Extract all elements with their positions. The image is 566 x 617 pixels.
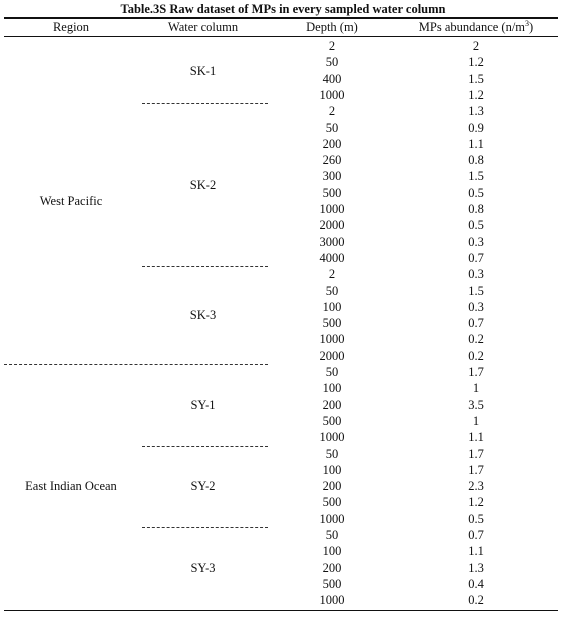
abundance-cell: 1.7 bbox=[468, 365, 484, 379]
water-column-label: SY-2 bbox=[190, 479, 216, 494]
water-column-label: SK-2 bbox=[189, 177, 217, 192]
abundance-cell: 0.4 bbox=[468, 576, 484, 591]
depth-cell: 500 bbox=[322, 413, 342, 428]
abundance-cell: 1.5 bbox=[468, 169, 484, 184]
region-label: West Pacific bbox=[39, 194, 103, 208]
depth-cell: 1000 bbox=[319, 332, 345, 347]
depth-cell: 4000 bbox=[319, 250, 345, 265]
abundance-cell: 0.7 bbox=[468, 316, 484, 331]
water-column-label: SY-1 bbox=[190, 397, 216, 412]
depth-cell: 200 bbox=[322, 560, 342, 575]
depth-cell: 50 bbox=[325, 528, 339, 542]
region-divider bbox=[4, 364, 268, 365]
abundance-cell: 0.3 bbox=[468, 299, 484, 314]
abundance-cell: 0.5 bbox=[468, 511, 484, 526]
header-abundance-sup: 3 bbox=[525, 18, 530, 28]
water-column-label: SK-1 bbox=[189, 63, 217, 78]
depth-cell: 50 bbox=[325, 120, 339, 135]
abundance-cell: 1.3 bbox=[468, 104, 484, 119]
header-abundance-close: ) bbox=[529, 20, 534, 34]
column-divider bbox=[142, 103, 268, 104]
depth-cell: 100 bbox=[322, 544, 342, 559]
depth-cell: 100 bbox=[322, 299, 342, 314]
depth-cell: 200 bbox=[322, 397, 342, 412]
depth-cell: 2 bbox=[328, 39, 336, 53]
abundance-cell: 1.1 bbox=[468, 544, 484, 559]
depth-cell: 1000 bbox=[319, 430, 345, 445]
depth-cell: 500 bbox=[322, 495, 342, 510]
table-title: Table.3S Raw dataset of MPs in every sampled water column bbox=[120, 2, 446, 16]
depth-cell: 3000 bbox=[319, 234, 345, 249]
abundance-cell: 2.3 bbox=[468, 479, 484, 494]
depth-cell: 500 bbox=[322, 576, 342, 591]
depth-cell: 2 bbox=[328, 267, 336, 282]
abundance-cell: 1 bbox=[472, 413, 480, 428]
abundance-cell: 0.7 bbox=[468, 250, 484, 265]
depth-cell: 50 bbox=[325, 365, 339, 379]
abundance-cell: 0.5 bbox=[468, 185, 484, 200]
abundance-cell: 1.5 bbox=[468, 71, 484, 86]
depth-cell: 50 bbox=[325, 283, 339, 298]
abundance-cell: 0.8 bbox=[468, 153, 484, 168]
depth-cell: 2000 bbox=[319, 348, 345, 363]
abundance-cell: 1.3 bbox=[468, 560, 484, 575]
depth-cell: 260 bbox=[322, 153, 342, 168]
abundance-cell: 1 bbox=[472, 381, 480, 396]
region-label: East Indian Ocean bbox=[25, 479, 117, 494]
depth-cell: 300 bbox=[322, 169, 342, 184]
abundance-cell: 1.1 bbox=[468, 430, 484, 445]
water-column-label: SK-3 bbox=[189, 308, 217, 323]
depth-cell: 200 bbox=[322, 136, 342, 151]
header-region: Region bbox=[52, 20, 90, 34]
abundance-cell: 0.8 bbox=[468, 202, 484, 216]
abundance-cell: 1.5 bbox=[468, 283, 484, 298]
column-divider bbox=[142, 446, 268, 447]
abundance-cell: 0.3 bbox=[468, 234, 484, 249]
header-water-column: Water column bbox=[167, 20, 239, 34]
header-rule bbox=[4, 36, 558, 37]
abundance-cell: 0.7 bbox=[468, 528, 484, 542]
depth-cell: 1000 bbox=[319, 511, 345, 526]
abundance-cell: 0.9 bbox=[468, 120, 484, 135]
depth-cell: 2 bbox=[328, 104, 336, 119]
depth-cell: 2000 bbox=[319, 218, 345, 233]
depth-cell: 1000 bbox=[319, 202, 345, 216]
depth-cell: 100 bbox=[322, 462, 342, 477]
header-abundance-text: MPs abundance (n/m bbox=[418, 20, 526, 34]
depth-cell: 50 bbox=[325, 55, 339, 70]
depth-cell: 500 bbox=[322, 185, 342, 200]
depth-cell: 1000 bbox=[319, 593, 345, 608]
bottom-rule bbox=[4, 610, 558, 612]
column-divider bbox=[142, 266, 268, 267]
header-depth: Depth (m) bbox=[306, 20, 358, 34]
water-column-label: SY-3 bbox=[190, 560, 216, 575]
depth-cell: 500 bbox=[322, 316, 342, 331]
abundance-cell: 1.7 bbox=[468, 446, 484, 461]
abundance-cell: 0.3 bbox=[468, 267, 484, 282]
depth-cell: 50 bbox=[325, 446, 339, 461]
abundance-cell: 3.5 bbox=[468, 397, 484, 412]
depth-cell: 100 bbox=[322, 381, 342, 396]
abundance-cell: 0.5 bbox=[468, 218, 484, 233]
column-divider bbox=[142, 527, 268, 528]
abundance-cell: 0.2 bbox=[468, 348, 484, 363]
depth-cell: 400 bbox=[322, 71, 342, 86]
abundance-cell: 1.2 bbox=[468, 87, 484, 102]
depth-cell: 200 bbox=[322, 479, 342, 494]
abundance-cell: 1.1 bbox=[468, 136, 484, 151]
abundance-cell: 0.2 bbox=[468, 332, 484, 347]
abundance-cell: 0.2 bbox=[468, 593, 484, 608]
header-abundance bbox=[396, 18, 556, 36]
abundance-cell: 1.2 bbox=[468, 55, 484, 70]
abundance-cell: 2 bbox=[472, 39, 480, 53]
depth-cell: 1000 bbox=[319, 87, 345, 102]
abundance-cell: 1.7 bbox=[468, 462, 484, 477]
abundance-cell: 1.2 bbox=[468, 495, 484, 510]
